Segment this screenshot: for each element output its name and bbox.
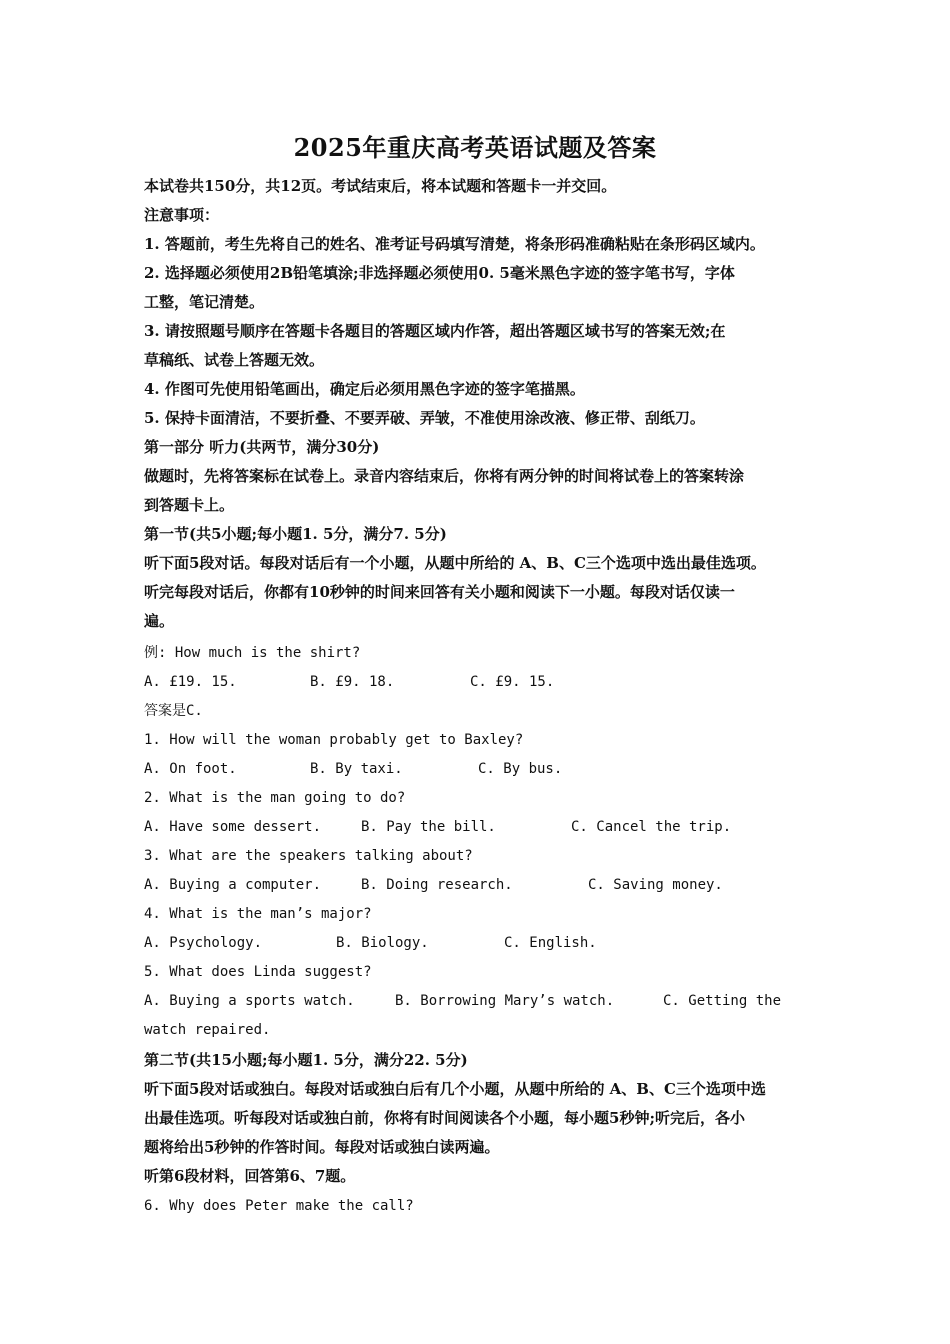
section2-desc-2: 出最佳选项。听每段对话或独白前，你将有时间阅读各个小题，每小题5秒钟;听完后，各小 — [144, 1109, 745, 1127]
question-3: 3. What are the speakers talking about? — [144, 848, 473, 864]
question-1-options — [144, 759, 562, 779]
section2-desc: 听下面5段对话或独白。每段对话或独白后有几个小题，从题中所给的 A、B、C三个选项中选 — [144, 1080, 766, 1098]
notice-item-5: 5. 保持卡面清洁，不要折叠、不要弄破、弄皱，不准使用涂改液、修正带、刮纸刀。 — [144, 409, 705, 427]
question-4: 4. What is the man’s major? — [144, 906, 372, 922]
question-2-option-c: C. Cancel the trip. — [571, 819, 732, 835]
notice-heading: 注意事项： — [144, 206, 220, 224]
section1-heading: 第一节(共5小题;每小题1. 5分，满分7. 5分) — [144, 525, 447, 543]
notice-item-4: 4. 作图可先使用铅笔画出，确定后必须用黑色字迹的签字笔描黑。 — [144, 380, 585, 398]
material-6-heading: 听第6段材料，回答第6、7题。 — [144, 1167, 356, 1185]
example-option-c: C. £9. 15. — [470, 674, 555, 690]
section1-desc: 听下面5段对话。每段对话后有一个小题，从题中所给的 A、B、C三个选项中选出最佳选项。 — [144, 554, 766, 572]
notice-item-2: 2. 选择题必须使用2B铅笔填涂;非选择题必须使用0. 5毫米黑色字迹的签字笔书写，字体 — [144, 264, 735, 282]
part1-heading: 第一部分 听力(共两节，满分30分) — [144, 438, 380, 456]
example-answer: 答案是C. — [144, 703, 203, 719]
notice-item-2-cont: 工整，笔记清楚。 — [144, 293, 265, 311]
question-2-option-a: A. Have some dessert. — [144, 819, 322, 835]
section1-desc-2: 听完每段对话后，你都有10秒钟的时间来回答有关小题和阅读下一小题。每段对话仅读一 — [144, 583, 735, 601]
question-4-option-a: A. Psychology. — [144, 935, 263, 951]
question-4-options — [144, 933, 597, 953]
question-5-option-c-cont: watch repaired. — [144, 1022, 271, 1038]
question-3-options — [144, 875, 723, 895]
question-1-option-b: B. By taxi. — [310, 761, 403, 777]
part1-desc: 做题时，先将答案标在试卷上。录音内容结束后，你将有两分钟的时间将试卷上的答案转涂 — [144, 467, 745, 485]
question-5-option-b: B. Borrowing Mary’s watch. — [395, 993, 615, 1009]
question-1: 1. How will the woman probably get to Baxley? — [144, 732, 524, 748]
notice-item-3: 3. 请按照题号顺序在答题卡各题目的答题区域内作答，超出答题区域书写的答案无效;在 — [144, 322, 726, 340]
question-6: 6. Why does Peter make the call? — [144, 1198, 414, 1214]
question-4-option-c: C. English. — [504, 935, 597, 951]
question-4-option-b: B. Biology. — [336, 935, 429, 951]
notice-item-3-cont: 草稿纸、试卷上答题无效。 — [144, 351, 325, 369]
example-question: 例: How much is the shirt? — [144, 645, 361, 661]
question-5-option-c: C. Getting the — [663, 993, 782, 1009]
intro-text: 本试卷共150分，共12页。考试结束后，将本试题和答题卡一并交回。 — [144, 177, 617, 195]
question-3-option-a: A. Buying a computer. — [144, 877, 322, 893]
question-5-option-a: A. Buying a sports watch. — [144, 993, 355, 1009]
question-1-option-c: C. By bus. — [478, 761, 563, 777]
question-2-option-b: B. Pay the bill. — [361, 819, 496, 835]
example-options — [144, 672, 554, 692]
example-option-a: A. £19. 15. — [144, 674, 237, 690]
example-option-b: B. £9. 18. — [310, 674, 395, 690]
question-5-options — [144, 991, 781, 1011]
section2-desc-3: 题将给出5秒钟的作答时间。每段对话或独白读两遍。 — [144, 1138, 500, 1156]
question-2: 2. What is the man going to do? — [144, 790, 406, 806]
question-2-options — [144, 817, 731, 837]
question-5: 5. What does Linda suggest? — [144, 964, 372, 980]
part1-desc-cont: 到答题卡上。 — [144, 496, 235, 514]
question-1-option-a: A. On foot. — [144, 761, 237, 777]
notice-item-1: 1. 答题前，考生先将自己的姓名、准考证号码填写清楚，将条形码准确粘贴在条形码区域内。 — [144, 235, 765, 253]
section1-desc-3: 遍。 — [144, 612, 175, 630]
page-title: 2025年重庆高考英语试题及答案 — [293, 133, 657, 162]
question-3-option-c: C. Saving money. — [588, 877, 723, 893]
section2-heading: 第二节(共15小题;每小题1. 5分，满分22. 5分) — [144, 1051, 468, 1069]
question-3-option-b: B. Doing research. — [361, 877, 513, 893]
